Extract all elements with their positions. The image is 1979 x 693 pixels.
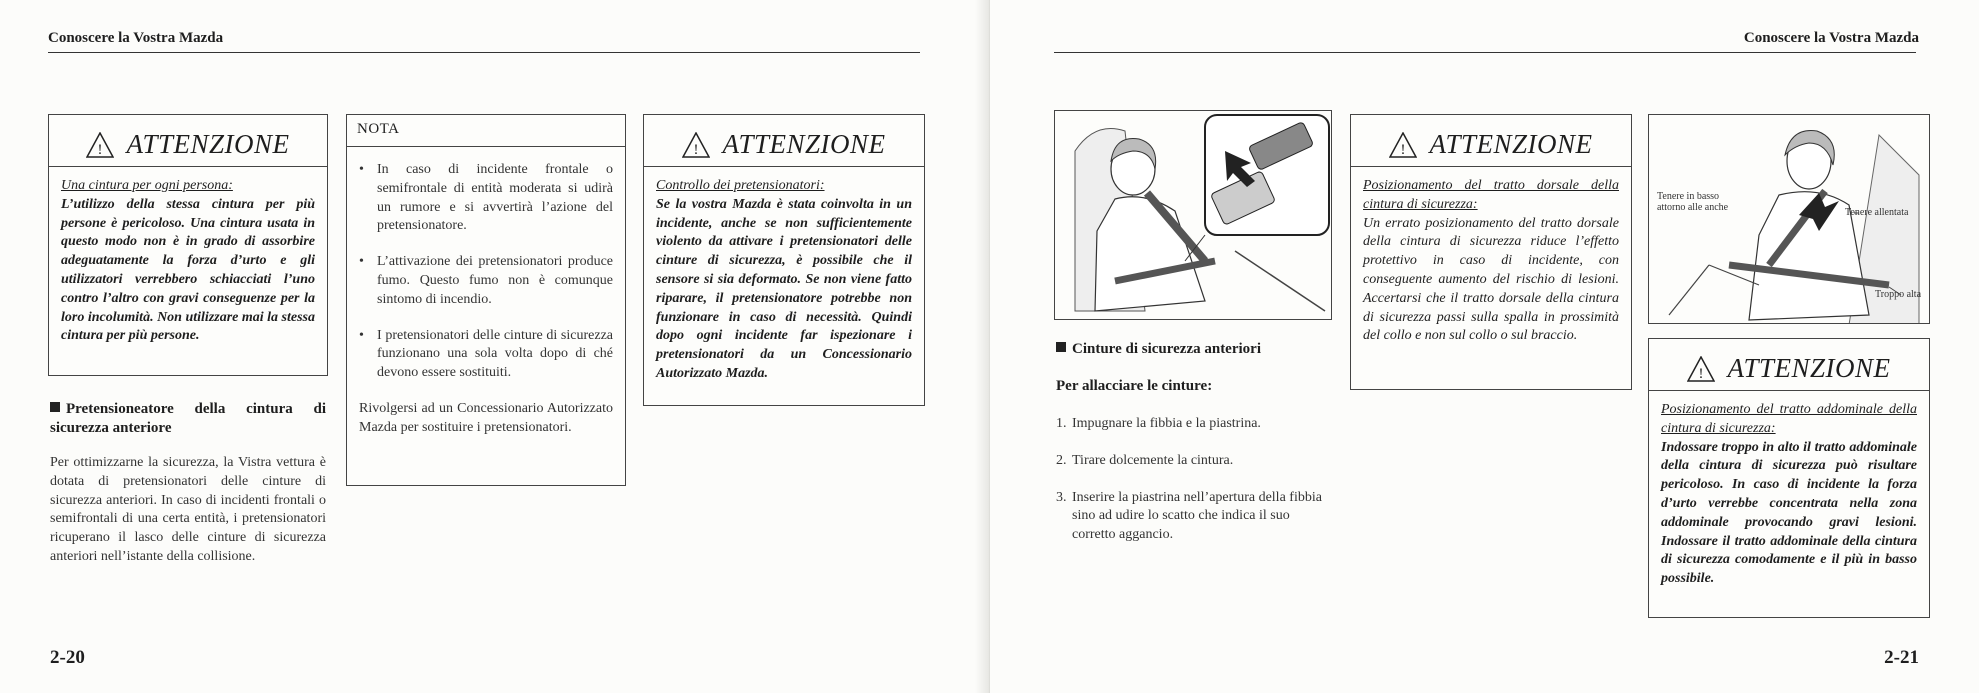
square-bullet-icon [1056,342,1066,352]
warning-text: Indossare troppo in alto il tratto addominale della cintura di sicurezza può risultare pericoloso. In caso di incidente la forza d’urto verrebbe concentrata nella zona addominale provocando gravi lesioni. Indossare il tratto addominale della cintura di sicurezza comodamente e il più in basso possibile. [1661,439,1917,587]
warning-text: L’utilizzo della stessa cintura per più persone è pericoloso. Una cintura usata in questo modo non è in grado di assorbire adeguatamente la forza d’urto e gli utilizzatori verrebbero schiacciati l’uno contro l’altro con gravi conseguenze per la loro incolumità. Non utilizzare mai la stessa cintura per più persone. [61,196,315,344]
warning-text: Se la vostra Mazda è stata coinvolta in un incidente, anche se non sufficientemente violento da attivare i pretensionatori delle cinture di sicurezza, è possibile che il sensore si sia deformato. Se non viene fatto riparare, il pretensionatore potrebbe non funzionare in caso di necessità. Quindi dopo ogni incidente far ispezionare i pretensionatori da un Concessionario Autorizzato Mazda. [656,196,912,381]
label-keep-loose: Tenere allentata [1845,207,1909,218]
note-box [346,114,626,486]
warning-title: ATTENZIONE [126,129,290,159]
label-keep-low: Tenere in basso attorno alle anche [1657,191,1729,213]
section-subheading: Per allacciare le cinture: [1056,378,1213,394]
svg-text:!: ! [693,141,699,158]
note-item-text: In caso di incidente frontale o semifrontale di entità moderata si udirà un rumore e si avvertirà l’azione del pretensionatore. [377,162,613,234]
section-heading [50,400,326,438]
note-title: NOTA [357,121,400,137]
svg-text:!: ! [97,141,103,158]
warning-triangle-icon [86,132,114,158]
header-rule [48,52,920,53]
note-item [359,253,613,309]
section-heading-text: Cinture di sicurezza anteriori [1072,341,1261,357]
divider [49,166,327,167]
warning-triangle-icon [1687,356,1715,382]
warning-box-multiple-persons [48,114,328,376]
divider [1351,166,1631,167]
warning-title: ATTENZIONE [1727,353,1891,383]
warning-triangle-icon [1389,132,1417,158]
warning-lead: Una cintura per ogni persona: [61,178,233,193]
warning-box-shoulder-belt [1350,114,1632,390]
warning-lead: Controllo dei pretensionatori: [656,178,825,193]
right-page [990,0,1979,693]
illustration-buckling-belt [1054,110,1332,320]
bullet-icon: • [359,162,364,177]
running-head: Conoscere la Vostra Mazda [1743,30,1919,46]
label-too-high: Troppo alta [1875,289,1922,300]
note-item-text: I pretensionatori delle cinture di sicurezza funzionano una sola volta dopo di ché devono essere sostituiti. [377,327,613,381]
illustration-lap-belt [1648,114,1930,324]
section-body: Per ottimizzarne la sicurezza, la Vistra vettura è dotata di pretensionatori delle cinture di sicurezza anteriori. In caso di incidenti frontali o semifrontali di una certa entità, i pretensionatori ricuperano il lasco delle cinture di sicurezza anteriori nell’istante della collisione. [50,455,326,564]
step-text: Inserire la piastrina nell’apertura della fibbia sino ad udire lo scatto che indica il suo corretto aggancio. [1072,489,1322,543]
note-item-text: L’attivazione dei pretensionatori produce fumo. Questo fumo non è comunque sintomo di incendio. [377,254,613,307]
note-footer: Rivolgersi ad un Concessionario Autorizzato Mazda per sostituire i pretensionatori. [359,400,613,435]
divider [644,166,924,167]
divider [1649,390,1929,391]
warning-triangle-icon [682,132,710,158]
header-rule [1054,52,1916,53]
note-item [359,161,613,236]
svg-text:!: ! [1400,141,1406,158]
svg-text:!: ! [1698,365,1704,382]
warning-text: Un errato posizionamento del tratto dorsale della cintura di sicurezza riduce l’effetto protettivo in caso di incidente, con conseguente aumento del rischio di lesioni. Accertarsi che il tratto dorsale della cintura di sicurezza passi sulla spalla in prossimità del collo e non sul collo o sul braccio. [1363,215,1619,344]
warning-lead: Posizionamento del tratto dorsale della cintura di sicurezza: [1363,178,1619,212]
warning-header [644,129,924,160]
page-number: 2-21 [1884,647,1919,668]
step-text: Impugnare la fibbia e la piastrina. [1072,416,1261,431]
step-item: 1. Impugnare la fibbia e la piastrina. [1056,415,1336,434]
steps-list [1056,415,1336,563]
warning-title: ATTENZIONE [1429,129,1593,159]
warning-header [49,129,327,160]
warning-header [1649,353,1929,384]
note-list [347,161,625,383]
divider [347,146,625,147]
square-bullet-icon [50,402,60,412]
warning-header [1351,129,1631,160]
bullet-icon: • [359,327,364,343]
running-head: Conoscere la Vostra Mazda [48,30,224,46]
warning-box-pretensioner-check [643,114,925,406]
step-item: 3. Inserire la piastrina nell’apertura della fibbia sino ad udire lo scatto che indica il suo corretto aggancio. [1056,489,1336,545]
section-heading-text: Pretensioneatore della cintura di sicurezza anteriore [50,401,326,436]
page-number: 2-20 [50,647,85,668]
belt-illustration [1055,111,1332,320]
step-text: Tirare dolcemente la cintura. [1072,452,1234,468]
step-item: 2. Tirare dolcemente la cintura. [1056,452,1336,471]
note-item [359,327,613,383]
warning-lead: Posizionamento del tratto addominale della cintura di sicurezza: [1661,402,1917,436]
warning-title: ATTENZIONE [722,129,886,159]
bullet-icon: • [359,254,364,270]
left-page [0,0,985,693]
warning-box-lap-belt [1648,338,1930,618]
section-heading [1056,340,1356,359]
